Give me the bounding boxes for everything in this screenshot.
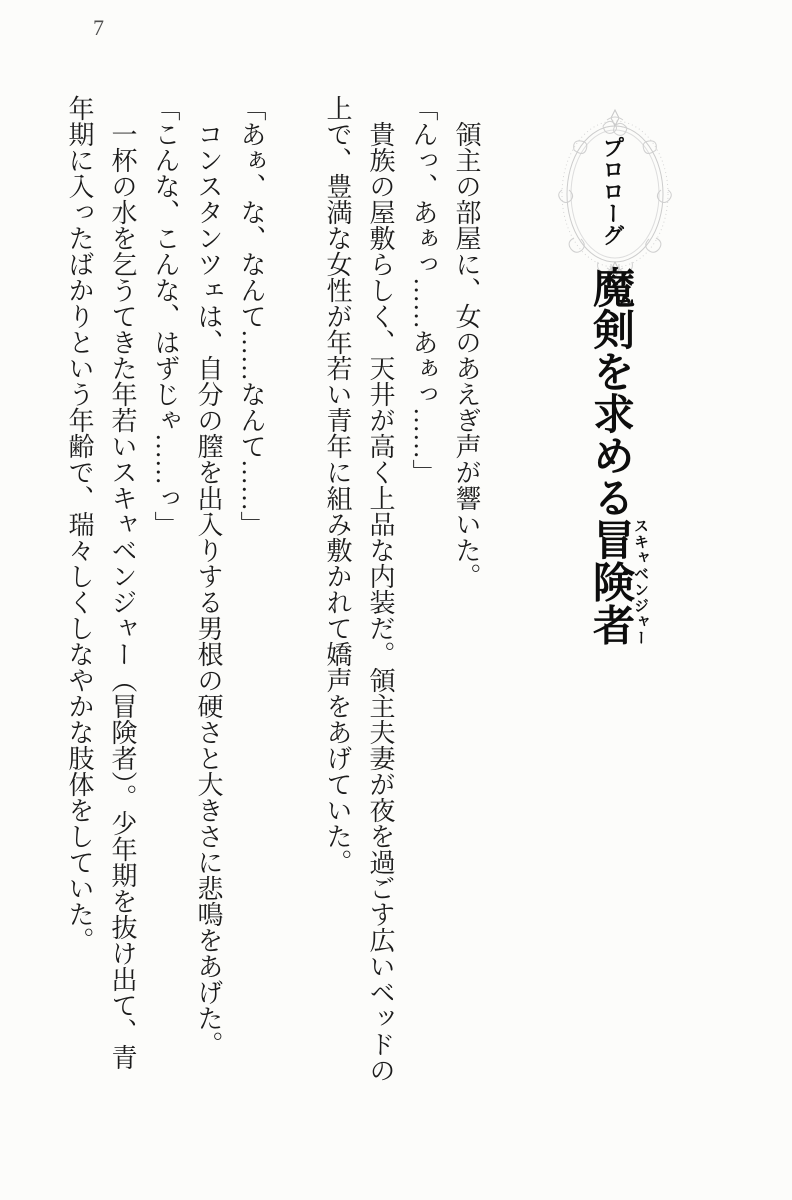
text-line: 領主の部屋に、女のあえぎ声が響いた。 — [452, 121, 481, 589]
text-line: 「こんな、こんな、はずじゃ……っ」 — [151, 95, 180, 537]
prologue-label: プロローグ — [600, 136, 625, 246]
blank-line — [273, 95, 316, 1140]
page-number: 7 — [93, 15, 104, 40]
text-line: 年期に入ったばかりという年齢で、瑞々しくしなやかな肢体をしていた。 — [65, 95, 94, 953]
text-line: 「んっ、あぁっ……あぁっ……」 — [409, 95, 438, 485]
text-line: 「あぁ、な、なんて……なんて……」 — [237, 95, 266, 537]
text-line: 貴族の屋敷らしく、天井が高く上品な内装だ。領主夫妻が夜を過ごす広いベッドの — [366, 121, 395, 1083]
chapter-title — [590, 266, 649, 646]
text-line: コンスタンツェは、自分の膣を出入りする男根の硬さと大きさに悲鳴をあげた。 — [194, 121, 223, 1057]
text-line: 上で、豊満な女性が年若い青年に組み敷かれて嬌声をあげていた。 — [323, 95, 352, 875]
chapter-title-ruby — [588, 517, 649, 646]
chapter-title-furigana: スキャベンジャー — [632, 517, 649, 646]
chapter-title-main: 魔剣を求める — [588, 266, 635, 518]
body-text — [58, 95, 488, 1140]
chapter-title-ruby-base: 冒険者 — [588, 517, 635, 646]
text-line: 一杯の水を乞うてきた年若いスキャベンジャー（冒険者）。少年期を抜け出て、青 — [108, 121, 137, 1070]
